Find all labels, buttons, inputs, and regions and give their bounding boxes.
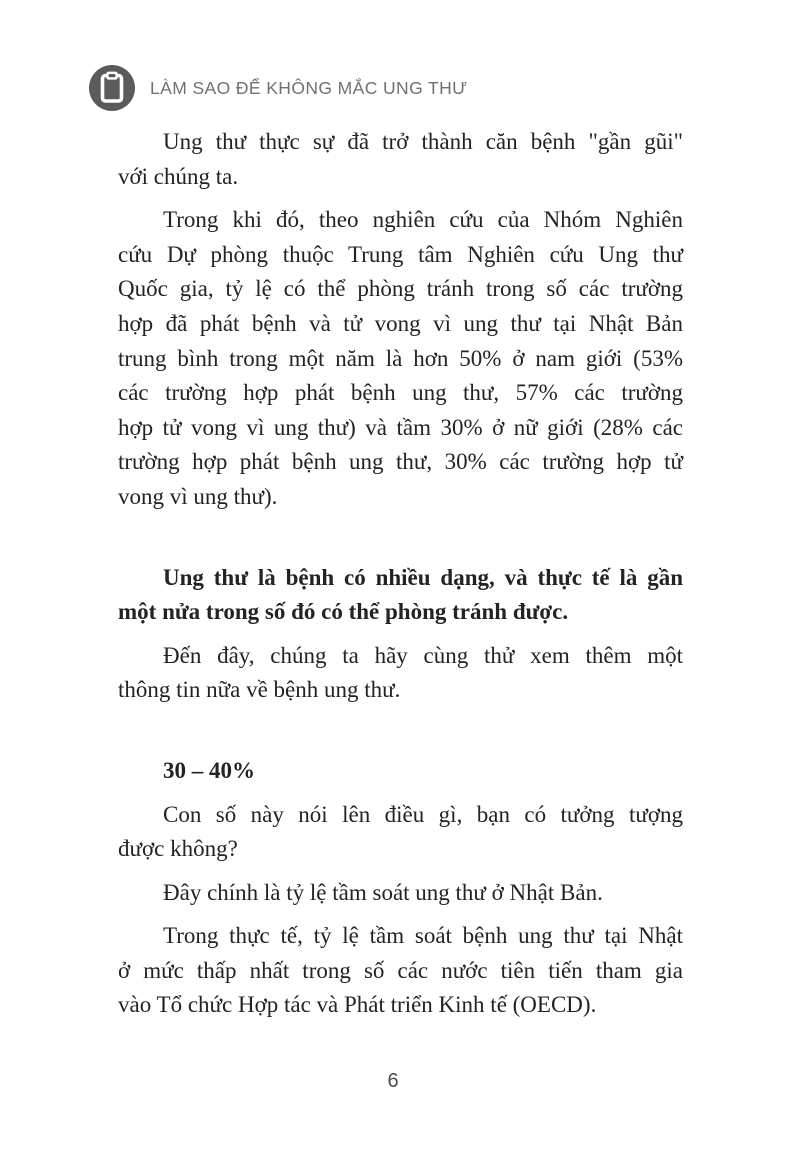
text-line: Trong thực tế, tỷ lệ tầm soát bệnh ung thư tại Nhật [163,923,683,949]
text-line: Trong khi đó, theo nghiên cứu của Nhóm Nghiên [163,207,683,233]
text-line: vào Tổ chức Hợp tác và Phát triển Kinh tế (OECD). [118,992,597,1018]
text-line: được không? [118,836,238,862]
text-line: cứu Dự phòng thuộc Trung tâm Nghiên cứu Ung thư [118,241,683,267]
text-line: trung bình trong một năm là hơn 50% ở nam giới (53% [118,345,683,371]
book-clipboard-icon [88,64,136,112]
text-line: Đây chính là tỷ lệ tầm soát ung thư ở Nhật Bản. [163,879,603,905]
paragraph [118,203,683,514]
paragraph [118,639,683,708]
paragraph [118,798,683,867]
page-header [88,64,468,112]
paragraph [118,125,683,194]
text-line: vong vì ung thư). [118,483,278,509]
text-line: thông tin nữa về bệnh ung thư. [118,677,401,703]
text-line: Con số này nói lên điều gì, bạn có tưởng tượng [163,801,683,827]
text-line: một nửa trong số đó có thể phòng tránh được. [118,599,569,625]
text-line: 30 – 40% [163,757,255,783]
text-line: Quốc gia, tỷ lệ có thể phòng tránh trong số các trường [118,276,683,302]
page-number: 6 [387,1070,399,1092]
text-line: Ung thư là bệnh có nhiều dạng, và thực tế là gần [163,564,683,590]
paragraph [118,919,683,1023]
text-line: với chúng ta. [118,163,239,189]
text-line: ở mức thấp nhất trong số các nước tiên tiến tham gia [118,957,683,983]
paragraph [118,754,683,789]
paragraph [118,876,683,911]
text-line: các trường hợp phát bệnh ung thư, 57% các trường [118,380,683,406]
text-line: Ung thư thực sự đã trở thành căn bệnh "gần gũi" [163,129,683,154]
text-line: hợp tử vong vì ung thư) và tầm 30% ở nữ giới (28% các [118,414,683,440]
page-body [118,125,683,1032]
text-line: hợp đã phát bệnh và tử vong vì ung thư tại Nhật Bản [118,310,683,336]
running-head-title: LÀM SAO ĐỂ KHÔNG MẮC UNG THƯ [150,77,468,98]
text-line: trường hợp phát bệnh ung thư, 30% các trường hợp tử [118,449,683,475]
paragraph [118,561,683,630]
text-line: Đến đây, chúng ta hãy cùng thử xem thêm một [163,642,683,668]
